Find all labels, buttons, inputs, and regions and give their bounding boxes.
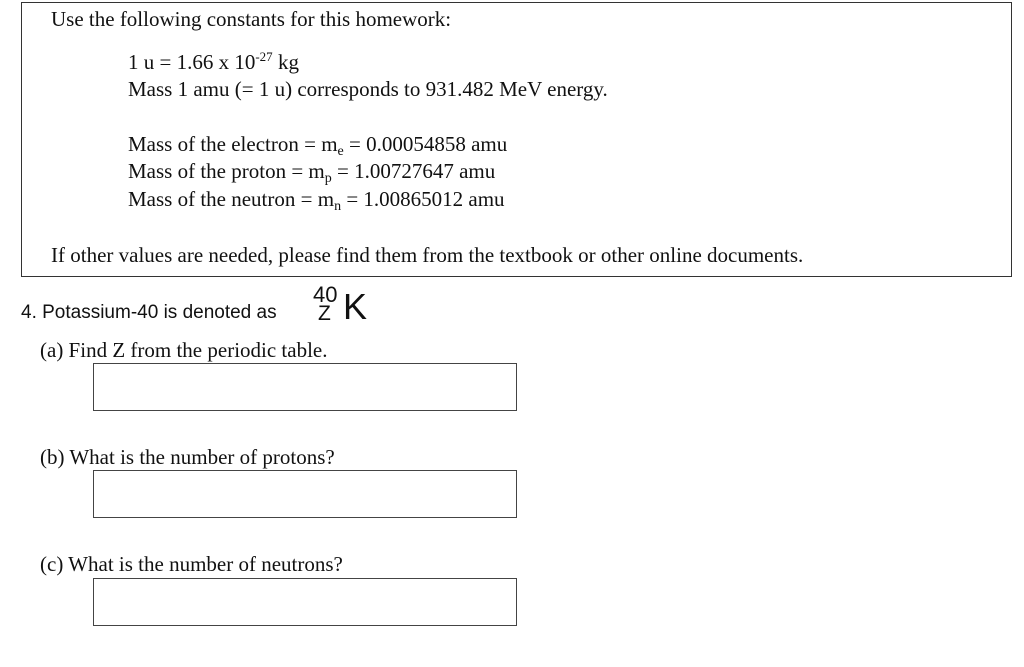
proton-mass-line bbox=[128, 159, 496, 186]
part-a-label: (a) Find Z from the periodic table. bbox=[40, 338, 328, 362]
question-intro: 4. Potassium-40 is denoted as bbox=[21, 302, 277, 323]
part-b-label: (b) What is the number of protons? bbox=[40, 445, 335, 469]
part-a-answer-input[interactable] bbox=[93, 363, 517, 411]
mass-number: 40 bbox=[313, 282, 338, 307]
amu-kg-suffix: kg bbox=[272, 50, 299, 74]
part-c-answer-input[interactable] bbox=[93, 578, 517, 626]
constants-heading: Use the following constants for this homework: bbox=[51, 7, 452, 31]
proton-subscript: p bbox=[324, 171, 332, 186]
constants-note: If other values are needed, please find them from the textbook or other online documents. bbox=[51, 243, 804, 267]
amu-kg-line bbox=[128, 50, 299, 74]
part-c-label: (c) What is the number of neutrons? bbox=[40, 552, 343, 576]
electron-mass-value: = 0.00054858 amu bbox=[343, 132, 508, 156]
atomic-number: Z bbox=[318, 302, 331, 325]
proton-mass-value: = 1.00727647 amu bbox=[331, 159, 496, 183]
proton-mass-prefix: Mass of the proton = m bbox=[128, 159, 325, 183]
amu-kg-prefix: 1 u = 1.66 x 10 bbox=[128, 50, 256, 74]
element-symbol: K bbox=[343, 286, 368, 327]
neutron-mass-line bbox=[128, 187, 505, 214]
part-b-answer-input[interactable] bbox=[93, 470, 517, 518]
electron-mass-line bbox=[128, 132, 508, 159]
electron-mass-prefix: Mass of the electron = m bbox=[128, 132, 338, 156]
neutron-mass-value: = 1.00865012 amu bbox=[341, 187, 505, 211]
neutron-subscript: n bbox=[334, 199, 342, 214]
amu-kg-exponent: -27 bbox=[255, 49, 273, 64]
neutron-mass-prefix: Mass of the neutron = m bbox=[128, 187, 335, 211]
nuclide-notation bbox=[313, 283, 383, 327]
electron-subscript: e bbox=[337, 144, 344, 159]
amu-energy-line: Mass 1 amu (= 1 u) corresponds to 931.482 MeV energy. bbox=[128, 77, 608, 101]
